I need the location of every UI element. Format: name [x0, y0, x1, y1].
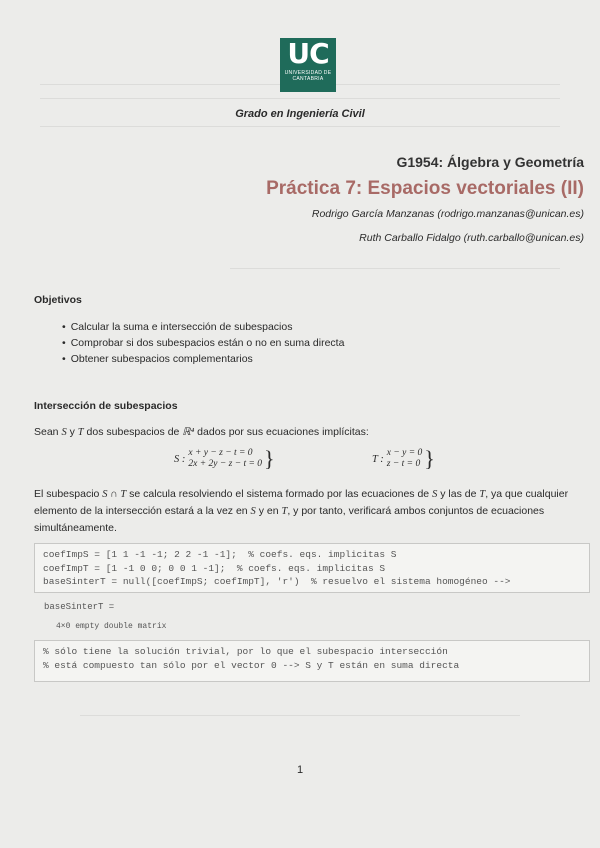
author-1: Rodrigo García Manzanas (rodrigo.manzanas@unican.es)	[311, 208, 584, 220]
list-item: • Calcular la suma e intersección de subespacios	[62, 319, 344, 335]
list-item: • Comprobar si dos subespacios están o no en suma directa	[62, 335, 344, 351]
code-line: % está compuesto tan sólo por el vector 0 --> S y T están en suma directa	[43, 659, 460, 671]
intro-paragraph: Sean S y T dos subespacios de ℝ⁴ dados por sus ecuaciones implícitas:	[34, 426, 369, 438]
code-output: baseSinterT =	[44, 602, 115, 612]
scan-bleed-line	[80, 715, 520, 716]
code-line: coefImpT = [1 -1 0 0; 0 0 1 -1]; % coefs. eqs. implicitas S	[43, 562, 386, 574]
explanation-paragraph: El subespacio S ∩ T se calcula resolviendo el sistema formado por las ecuaciones de S y las de T, ya que cualquier elemento de la intersección estará a la vez en S y en T, y por tanto, verificará ambos conjuntos de ecuaciones simultáneamente.	[34, 488, 569, 534]
scan-bleed-line	[40, 126, 560, 127]
intersection-heading: Intersección de subespacios	[34, 400, 178, 412]
page-number: 1	[296, 764, 304, 776]
scan-bleed-line	[230, 268, 560, 269]
code-line: % sólo tiene la solución trivial, por lo que el subespacio intersección	[43, 646, 448, 657]
logo-subtitle: UNIVERSIDAD DE CANTABRIA	[284, 70, 332, 82]
objectives-list	[62, 319, 344, 367]
author-2: Ruth Carballo Fidalgo (ruth.carballo@unican.es)	[359, 232, 584, 244]
degree-title: Grado en Ingeniería Civil	[235, 108, 365, 120]
code-block	[34, 543, 590, 593]
practice-title: Práctica 7: Espacios vectoriales (II)	[266, 178, 584, 199]
course-title: G1954: Álgebra y Geometría	[396, 154, 584, 170]
university-logo	[280, 38, 336, 92]
logo-mark: UC	[287, 37, 329, 70]
scan-bleed-line	[40, 98, 560, 99]
objectives-heading: Objetivos	[34, 294, 82, 306]
equation-system-t: T : x − y = 0 z − t = 0 }	[372, 446, 435, 471]
list-item: • Obtener subespacios complementarios	[62, 351, 344, 367]
code-output: 4×0 empty double matrix	[56, 622, 167, 631]
code-line: baseSinterT = null([coefImpS; coefImpT], 'r') % resuelvo el sistema homogéneo -->	[43, 576, 511, 587]
equation-system-s: S : x + y − z − t = 0 2x + 2y − z − t = 0 }	[174, 446, 275, 471]
code-line: coefImpS = [1 1 -1 -1; 2 2 -1 -1]; % coefs. eqs. implicitas S	[43, 549, 397, 560]
code-comment-block	[34, 640, 590, 682]
